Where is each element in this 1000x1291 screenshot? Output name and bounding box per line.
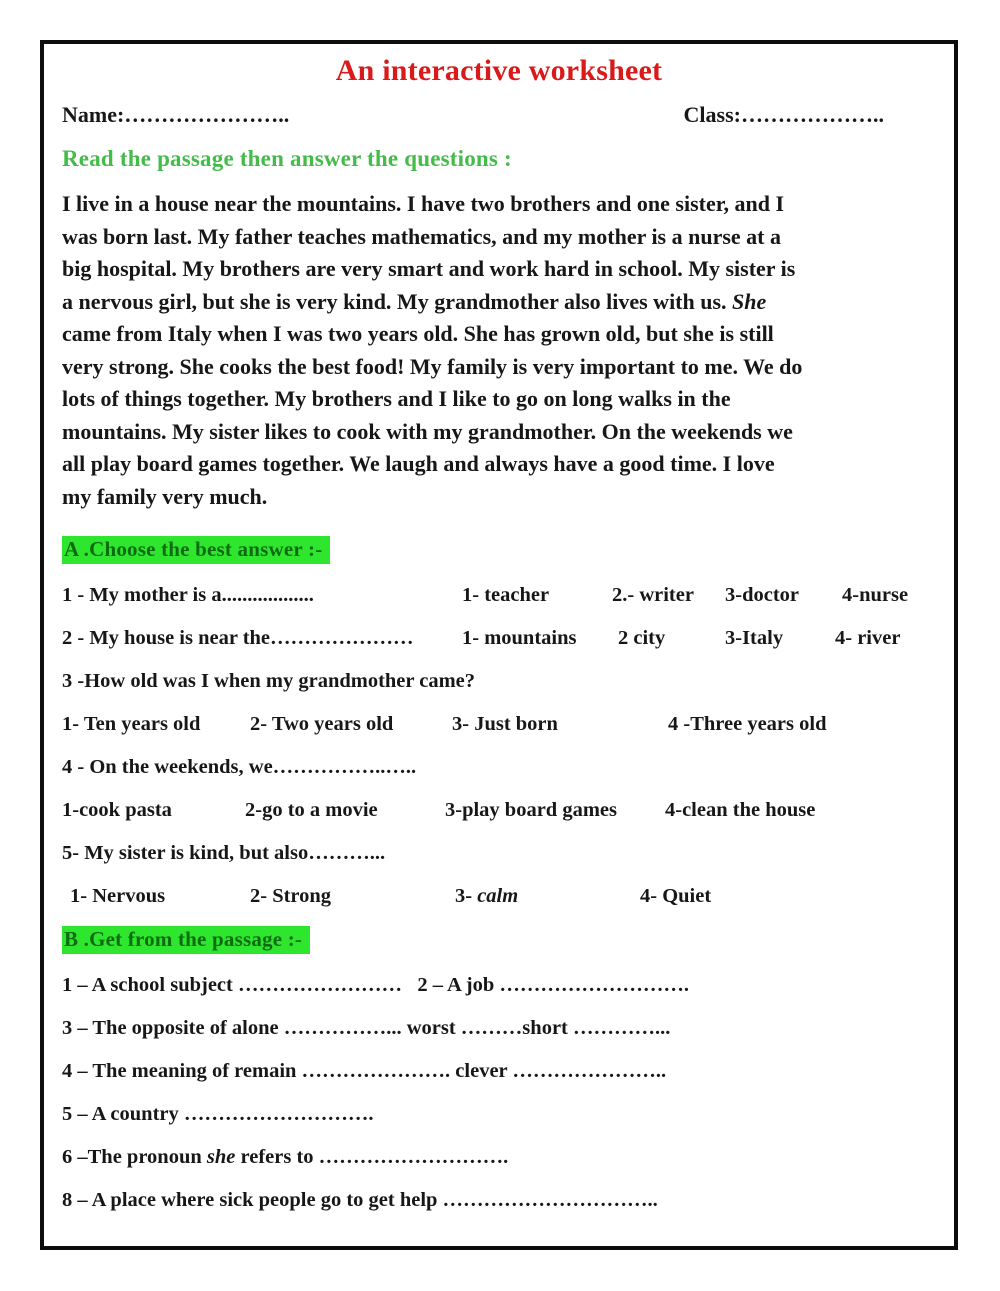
- name-label: Name:…………………..: [62, 102, 290, 127]
- answer-option: 2.- writer: [612, 584, 694, 606]
- answer-option: 3-Italy: [725, 627, 784, 649]
- question-2-row: [62, 627, 936, 650]
- passage-line: I live in a house near the mountains. I have two brothers and one sister, and I: [62, 191, 785, 216]
- question-stem: 4 - On the weekends, we……………..…..: [62, 756, 417, 778]
- question-5-options: [62, 885, 936, 908]
- passage-line: a nervous girl, but she is very kind. My grandmother also lives with us. She: [62, 288, 767, 314]
- answer-option: 2- Strong: [250, 885, 332, 907]
- instruction-heading: Read the passage then answer the questions :: [62, 146, 512, 171]
- question-stem: 5- My sister is kind, but also………...: [62, 842, 386, 864]
- fill-in-item: 6 –The pronoun she refers to ……………………….: [62, 1146, 509, 1168]
- answer-option: 1-cook pasta: [62, 799, 172, 821]
- page-title: An interactive worksheet: [335, 54, 663, 87]
- worksheet-page: [40, 40, 958, 1250]
- fill-in-item: 4 – The meaning of remain …………………. clever …………………..: [62, 1060, 667, 1082]
- spacer: [62, 885, 70, 908]
- fill-in-item: 8 – A place where sick people go to get help …………………………..: [62, 1189, 658, 1211]
- answer-option: 2- Two years old: [250, 713, 394, 735]
- question-4-row: [62, 756, 936, 779]
- answer-option: 4-nurse: [842, 584, 909, 606]
- passage-line: very strong. She cooks the best food! My family is very important to me. We do: [62, 353, 803, 379]
- answer-option: 3-play board games: [445, 799, 617, 821]
- question-1-row: [62, 584, 936, 607]
- question-stem: 3 -How old was I when my grandmother came?: [62, 670, 476, 692]
- name-class-row: [62, 102, 936, 128]
- question-3-options: [62, 713, 936, 736]
- question-5-row: [62, 842, 936, 865]
- answer-option: 3- Just born: [452, 713, 558, 735]
- passage-line: big hospital. My brothers are very smart and work hard in school. My sister is: [62, 256, 796, 281]
- answer-option: 1- teacher: [462, 584, 550, 606]
- fill-in-item: 1 – A school subject …………………… 2 – A job ……………………….: [62, 974, 689, 996]
- answer-option: 2-go to a movie: [245, 799, 378, 821]
- question-3-row: [62, 670, 936, 693]
- answer-option: 3- calm: [455, 885, 519, 907]
- answer-option: 4- river: [835, 627, 901, 649]
- answer-option: 4- Quiet: [640, 885, 712, 907]
- answer-option: 3-doctor: [725, 584, 800, 606]
- passage-line: all play board games together. We laugh and always have a good time. I love: [62, 451, 775, 476]
- passage-line: came from Italy when I was two years old. She has grown old, but she is still: [62, 321, 774, 346]
- answer-option: 4-clean the house: [665, 799, 816, 821]
- section-b-heading: B .Get from the passage :-: [62, 926, 310, 954]
- question-stem: 1 - My mother is a..................: [62, 584, 314, 606]
- reading-passage: [62, 188, 936, 513]
- answer-option: 1- Ten years old: [62, 713, 201, 735]
- answer-option: 1- Nervous: [70, 885, 166, 907]
- passage-line: lots of things together. My brothers and I like to go on long walks in the: [62, 386, 731, 411]
- answer-option: 1- mountains: [462, 627, 577, 649]
- answer-option: 4 -Three years old: [668, 713, 827, 735]
- section-a-heading: A .Choose the best answer :-: [62, 536, 330, 564]
- answer-option: 2 city: [618, 627, 666, 649]
- passage-line: mountains. My sister likes to cook with my grandmother. On the weekends we: [62, 418, 793, 444]
- passage-line: my family very much.: [62, 483, 268, 509]
- class-label: Class:………………..: [683, 102, 884, 127]
- fill-in-item: 5 – A country ……………………….: [62, 1103, 374, 1125]
- fill-in-item: 3 – The opposite of alone ……………... worst ………short …………...: [62, 1017, 671, 1039]
- question-4-options: [62, 799, 936, 822]
- question-stem: 2 - My house is near the…………………: [62, 627, 414, 649]
- passage-line: was born last. My father teaches mathematics, and my mother is a nurse at a: [62, 223, 782, 249]
